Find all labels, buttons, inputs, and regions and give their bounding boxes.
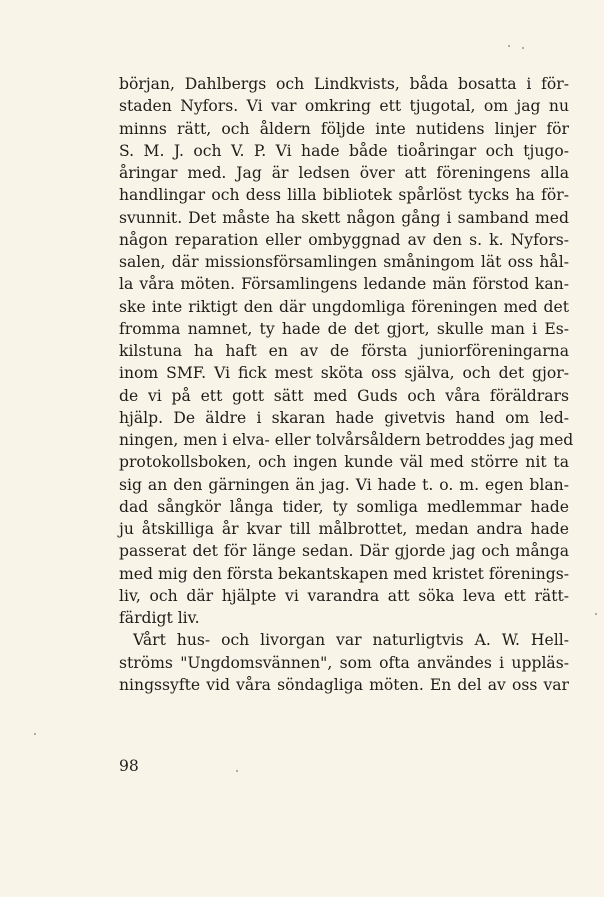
text-line: protokollsboken, och ingen kunde väl med större nit ta: [119, 453, 569, 472]
paper-speck: [508, 45, 510, 47]
text-line: sig an den gärningen än jag. Vi hade t. o. m. egen blan-: [119, 475, 569, 494]
text-line: kilstuna ha haft en av de första juniorföreningarna: [119, 342, 569, 360]
text-line: dad sångkör långa tider, ty somliga medlemmar hade: [119, 497, 569, 516]
paper-speck: [522, 47, 524, 49]
text-line: inom SMF. Vi fick mest sköta oss själva, och det gjor-: [119, 364, 569, 383]
text-line: de vi på ett gott sätt med Guds och våra föräldrars: [119, 386, 569, 405]
text-line: någon reparation eller ombyggnad av den s. k. Nyfors-: [119, 230, 569, 249]
text-line: ströms "Ungdomsvännen", som ofta användes i uppläs-: [119, 653, 569, 672]
paper-speck: [236, 770, 238, 772]
text-line: svunnit. Det måste ha skett någon gång i samband med: [119, 208, 569, 227]
text-line: liv, och där hjälpte vi varandra att söka leva ett rätt-: [119, 586, 569, 605]
text-line: la våra möten. Församlingens ledande män förstod kan-: [119, 275, 569, 294]
text-line: staden Nyfors. Vi var omkring ett tjugotal, om jag nu: [119, 97, 569, 116]
text-line: ske inte riktigt den där ungdomliga föreningen med det: [119, 297, 569, 316]
paper-speck: [34, 733, 36, 735]
text-line: ju åtskilliga år kvar till målbrottet, medan andra hade: [119, 520, 569, 538]
text-line: åringar med. Jag är ledsen över att föreningens alla: [119, 164, 569, 182]
text-line: S. M. J. och V. P. Vi hade både tioåringar och tjugo-: [119, 141, 569, 160]
text-line-paragraph-end: färdigt liv.: [119, 609, 200, 627]
text-line: hjälp. De äldre i skaran hade givetvis hand om led-: [119, 408, 569, 427]
text-line: fromma namnet, ty hade de det gjort, skulle man i Es-: [119, 319, 569, 338]
body-text: [119, 73, 574, 696]
paper-speck: [595, 613, 597, 615]
text-line: handlingar och dess lilla bibliotek spårlöst tycks ha för-: [119, 186, 569, 205]
text-line: minns rätt, och åldern följde inte nutidens linjer för: [119, 119, 569, 138]
text-line: ningssyfte vid våra söndagliga möten. En del av oss var: [119, 675, 569, 694]
text-line: salen, där missionsförsamlingen småningom lät oss hål-: [119, 253, 569, 271]
text-line: med mig den första bekantskapen med kristet förenings-: [119, 564, 569, 583]
page-number: 98: [119, 757, 139, 775]
text-line: början, Dahlbergs och Lindkvists, båda bosatta i för-: [119, 75, 569, 93]
text-line: ningen, men i elva- eller tolvårsåldern betroddes jag med: [119, 431, 574, 449]
text-line: passerat det för länge sedan. Där gjorde jag och många: [119, 542, 569, 561]
text-line-paragraph-start: Vårt hus- och livorgan var naturligtvis A. W. Hell-: [133, 631, 569, 650]
